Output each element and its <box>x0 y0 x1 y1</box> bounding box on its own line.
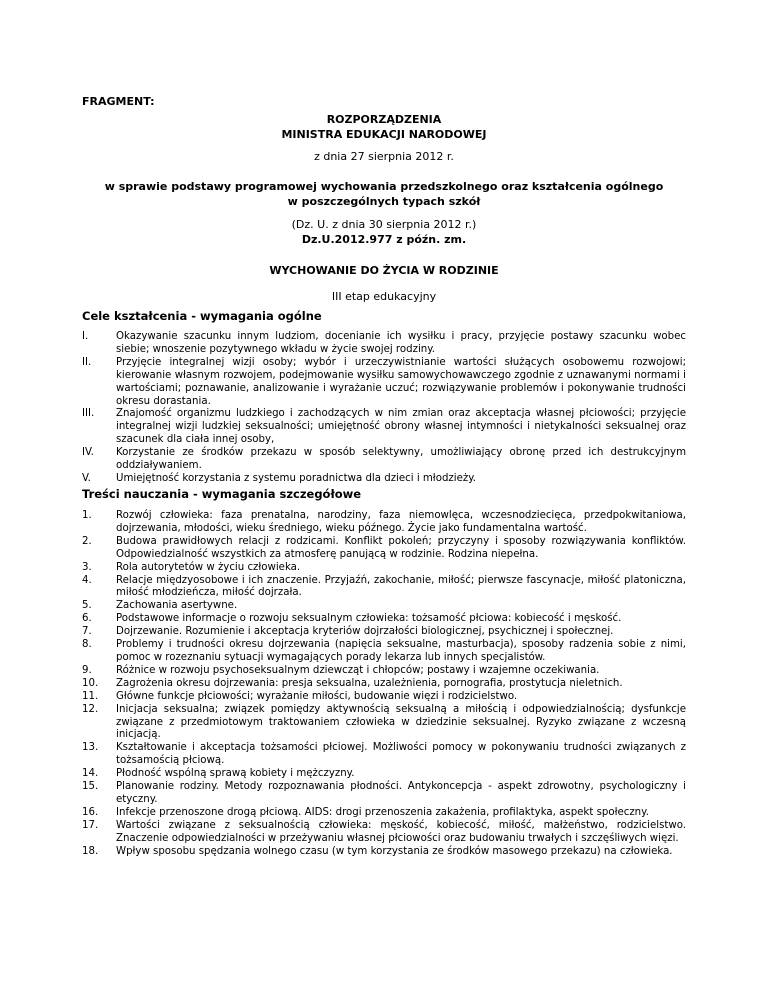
detailed-content-item <box>82 626 686 639</box>
list-item-text: Wartości związane z seksualnością człowieka: męskość, kobiecość, miłość, małżeństwo, rodzicielstwo. Znaczenie odpowiedzialności w przeżywaniu własnej płciowości oraz budowaniu trwałych i szczęśliwych więzi. <box>116 819 686 844</box>
detailed-content-item <box>82 691 686 704</box>
list-item-number: 5. <box>82 600 92 612</box>
title-line-2: MINISTRA EDUKACJI NARODOWEJ <box>281 128 487 141</box>
detailed-content-item <box>82 613 686 626</box>
list-item-number: 10. <box>82 677 99 689</box>
list-item-number: I. <box>82 331 89 342</box>
list-item-number: 14. <box>82 768 99 780</box>
list-item-number: 3. <box>82 561 92 573</box>
detailed-content-item <box>82 600 686 613</box>
subject-line-2: w poszczególnych typach szkół <box>287 194 481 208</box>
list-item-text: Główne funkcje płciowości; wyrażanie miłości, budowanie więzi i rodzicielstwo. <box>116 690 518 702</box>
list-item-number: 11. <box>82 690 99 702</box>
list-item-text: Rozwój człowieka: faza prenatalna, narodziny, faza niemowlęca, wczesnodziecięca, przedpokwitaniowa, dojrzewania, młodości, wieku średniego, wieku późnego. Życie jako fundamentalna wartość. <box>116 510 686 534</box>
list-item-number: 1. <box>82 510 92 521</box>
list-item-number: III. <box>82 408 95 420</box>
list-item-text: Relacje międzyosobowe i ich znaczenie. Przyjaźń, zakochanie, miłość; pierwsze fascynacje, miłość platoniczna, miłość młodzieńcza, miłość dojrzała. <box>116 574 686 599</box>
list-item-text: Okazywanie szacunku innym ludziom, docenianie ich wysiłku i pracy, przyjęcie postawy szacunku wobec siebie; wnoszenie pozytywnego wkładu w życie swojej rodziny. <box>116 331 686 355</box>
detailed-content-item <box>82 820 686 846</box>
list-item-number: 6. <box>82 613 92 625</box>
list-item-text: Zachowania asertywne. <box>116 600 238 612</box>
list-item-number: 16. <box>82 806 99 818</box>
list-item-text: Różnice w rozwoju psychoseksualnym dziewcząt i chłopców; postawy i wzajemne oczekiwania. <box>116 664 600 676</box>
general-goal-item <box>82 473 686 486</box>
list-item-number: 4. <box>82 574 92 586</box>
list-item-number: 17. <box>82 819 99 831</box>
general-goal-item <box>82 331 686 357</box>
list-item-number: 9. <box>82 664 92 676</box>
list-item-number: 18. <box>82 845 99 857</box>
detailed-content-item <box>82 846 686 859</box>
list-item-text: Płodność wspólną sprawą kobiety i mężczyzny. <box>116 768 355 780</box>
general-goal-item <box>82 408 686 447</box>
detailed-content-item <box>82 807 686 820</box>
detailed-content-item <box>82 742 686 768</box>
list-item-text: Umiejętność korzystania z systemu poradnictwa dla dzieci i młodzieży. <box>116 472 477 484</box>
list-item-text: Przyjęcie integralnej wizji osoby; wybór i urzeczywistnianie wartości służących osobowemu rozwojowi; kierowanie własnym rozwojem, podejmowanie wysiłku samowychowawczego zgodnie z uznawanymi normami i wartościami; poznawanie, analizowanie i wyrażanie uczuć; rozwiązywanie problemów i pokonywanie trudności okresu dorastania. <box>116 356 686 407</box>
list-item-number: 7. <box>82 626 92 638</box>
detailed-content-item <box>82 536 686 562</box>
title-line-1: ROZPORZĄDZENIA <box>326 113 442 126</box>
course-title: WYCHOWANIE DO ŻYCIA W RODZINIE <box>269 264 499 277</box>
education-stage: III etap edukacyjny <box>331 290 437 303</box>
list-item-text: Rola autorytetów w życiu człowieka. <box>116 561 301 573</box>
list-item-text: Budowa prawidłowych relacji z rodzicami. Konflikt pokoleń; przyczyny i sposoby rozwiązywania konfliktów. Odpowiedzialność wszystkich za atmosferę panującą w rodzinie. Rodzina niepełna. <box>116 535 686 560</box>
detailed-content-item <box>82 665 686 678</box>
list-item-number: 12. <box>82 703 99 715</box>
detailed-content-item <box>82 510 686 536</box>
detailed-content-item <box>82 575 686 601</box>
regulation-subject <box>82 180 686 209</box>
list-item-text: Dojrzewanie. Rozumienie i akceptacja kryteriów dojrzałości biologicznej, psychicznej i społecznej. <box>116 626 614 638</box>
regulation-date: z dnia 27 sierpnia 2012 r. <box>314 150 454 163</box>
general-goal-item <box>82 357 686 409</box>
general-goals-list <box>82 331 686 486</box>
detailed-content-heading: Treści nauczania - wymagania szczegółowe <box>82 487 362 501</box>
list-item-number: V. <box>82 472 91 484</box>
general-goal-item <box>82 447 686 473</box>
list-item-number: 13. <box>82 742 99 754</box>
detailed-content-item <box>82 781 686 807</box>
list-item-text: Wpływ sposobu spędzania wolnego czasu (w tym korzystania ze środków masowego przekazu) na człowieka. <box>116 845 673 857</box>
detailed-content-item <box>82 678 686 691</box>
detailed-content-list <box>82 510 686 858</box>
publication-note: (Dz. U. z dnia 30 sierpnia 2012 r.) <box>291 218 477 231</box>
list-item-number: 15. <box>82 781 99 793</box>
list-item-text: Korzystanie ze środków przekazu w sposób selektywny, umożliwiający obronę przed ich destrukcyjnym oddziaływaniem. <box>116 447 686 472</box>
subject-line-1: w sprawie podstawy programowej wychowania przedszkolnego oraz kształcenia ogólnego <box>104 180 664 193</box>
list-item-text: Znajomość organizmu ludzkiego i zachodzących w nim zmian oraz akceptacja własnej płciowości; przyjęcie integralnej wizji ludzkiej seksualności; umiejętność obrony własnej intymności i nietykalności seksualnej oraz szacunek dla ciała innej osoby, <box>116 408 686 446</box>
list-item-text: Podstawowe informacje o rozwoju seksualnym człowieka: tożsamość płciowa: kobiecość i męskość. <box>116 613 622 625</box>
list-item-text: Zagrożenia okresu dojrzewania: presja seksualna, uzależnienia, pornografia, prostytucja nieletnich. <box>116 677 623 689</box>
list-item-number: 2. <box>82 535 92 547</box>
detailed-content-item <box>82 704 686 743</box>
list-item-text: Problemy i trudności okresu dojrzewania (napięcia seksualne, masturbacja), sposoby radzenia sobie z nimi, pomoc w rozeznaniu sytuacji wymagających porady lekarza lub innych specjalistów. <box>116 639 686 663</box>
list-item-number: IV. <box>82 447 94 459</box>
fragment-label: FRAGMENT: <box>82 95 155 108</box>
regulation-title <box>82 112 686 142</box>
detailed-content-item <box>82 562 686 575</box>
detailed-content-item <box>82 639 686 665</box>
list-item-number: 8. <box>82 639 92 651</box>
list-item-text: Infekcje przenoszone drogą płciową. AIDS: drogi przenoszenia zakażenia, profilaktyka, aspekt społeczny. <box>116 806 649 818</box>
list-item-text: Planowanie rodziny. Metody rozpoznawania płodności. Antykoncepcja - aspekt zdrowotny, psychologiczny i etyczny. <box>116 781 686 805</box>
list-item-text: Inicjacja seksualna; związek pomiędzy aktywnością seksualną a miłością i odpowiedzialnością; dysfunkcje związane z przedmiotowym traktowaniem człowieka w dziedzinie seksualnej. Ryzyko związane z wczesną inicjacją. <box>116 703 686 741</box>
general-goals-heading: Cele kształcenia - wymagania ogólne <box>82 309 322 323</box>
list-item-number: II. <box>82 356 92 368</box>
list-item-text: Kształtowanie i akceptacja tożsamości płciowej. Możliwości pomocy w pokonywaniu trudności związanych z tożsamością płciową. <box>116 742 686 767</box>
detailed-content-item <box>82 768 686 781</box>
journal-reference: Dz.U.2012.977 z późn. zm. <box>301 233 467 246</box>
